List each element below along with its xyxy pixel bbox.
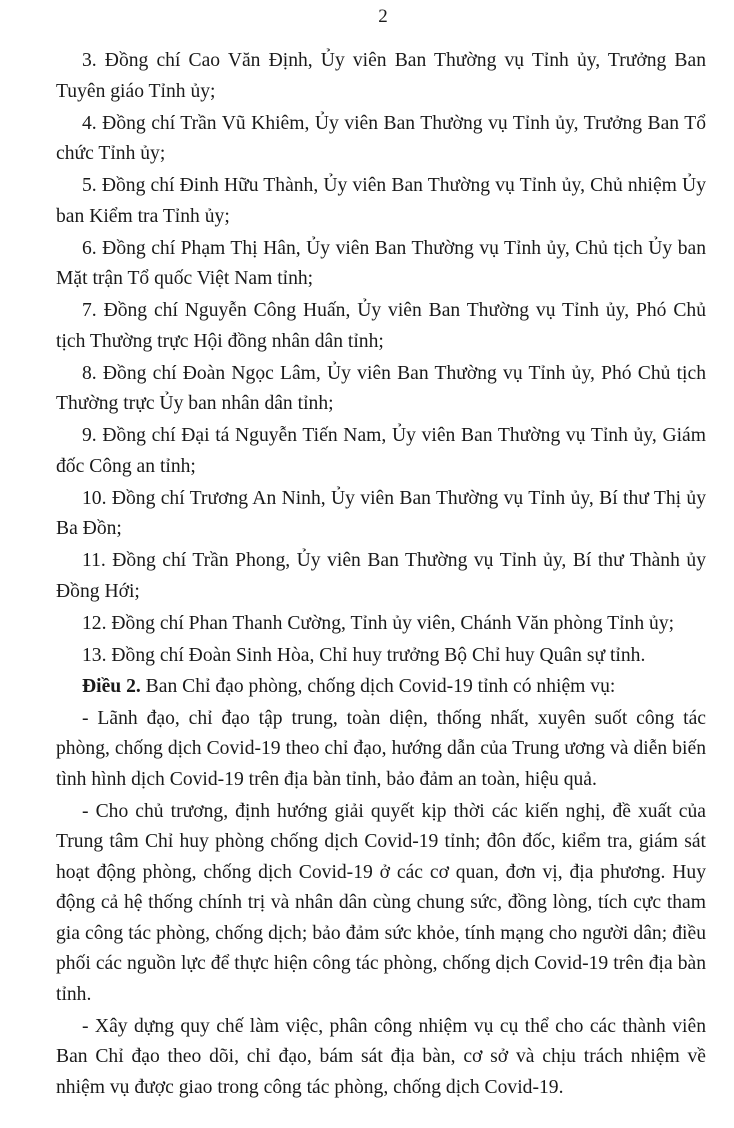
article-2-heading: Điều 2.: [82, 676, 141, 697]
article-2-intro-text: Ban Chỉ đạo phòng, chống dịch Covid-19 tỉnh có nhiệm vụ:: [140, 676, 616, 697]
member-item-11: 11. Đồng chí Trần Phong, Ủy viên Ban Thường vụ Tỉnh ủy, Bí thư Thành ủy Đồng Hới;: [56, 550, 706, 602]
member-item-8: 8. Đồng chí Đoàn Ngọc Lâm, Ủy viên Ban Thường vụ Tỉnh ủy, Phó Chủ tịch Thường trực Ủy ban nhân dân tỉnh;: [56, 362, 706, 414]
member-item-6: 6. Đồng chí Phạm Thị Hân, Ủy viên Ban Thường vụ Tỉnh ủy, Chủ tịch Ủy ban Mặt trận Tổ quốc Việt Nam tỉnh;: [56, 237, 706, 289]
member-item-13: 13. Đồng chí Đoàn Sinh Hòa, Chỉ huy trưởng Bộ Chỉ huy Quân sự tỉnh.: [82, 644, 646, 666]
member-item-7: 7. Đồng chí Nguyễn Công Huấn, Ủy viên Ban Thường vụ Tỉnh ủy, Phó Chủ tịch Thường trực Hội đồng nhân dân tỉnh;: [56, 300, 706, 352]
duty-item: - Xây dựng quy chế làm việc, phân công nhiệm vụ cụ thể cho các thành viên Ban Chỉ đạo theo dõi, chỉ đạo, bám sát địa bàn, cơ sở và chịu trách nhiệm về nhiệm vụ được giao trong công tác phòng, chống dịch Covid-19.: [56, 1015, 706, 1098]
member-list: [56, 46, 706, 672]
member-item-4: 4. Đồng chí Trần Vũ Khiêm, Ủy viên Ban Thường vụ Tỉnh ủy, Trưởng Ban Tổ chức Tỉnh ủy;: [56, 112, 706, 164]
duty-item: - Lãnh đạo, chỉ đạo tập trung, toàn diện, thống nhất, xuyên suốt công tác phòng, chống dịch Covid-19 theo chỉ đạo, hướng dẫn của Trung ương và diễn biến tình hình dịch Covid-19 trên địa bàn tỉnh, bảo đảm an toàn, hiệu quả.: [56, 707, 706, 790]
article-2-intro: [56, 672, 706, 704]
member-item-3: 3. Đồng chí Cao Văn Định, Ủy viên Ban Thường vụ Tỉnh ủy, Trưởng Ban Tuyên giáo Tỉnh ủy;: [56, 50, 706, 102]
duty-list: [56, 704, 706, 1105]
member-item-5: 5. Đồng chí Đinh Hữu Thành, Ủy viên Ban Thường vụ Tỉnh ủy, Chủ nhiệm Ủy ban Kiểm tra Tỉnh ủy;: [56, 175, 706, 227]
duty-item: - Cho chủ trương, định hướng giải quyết kịp thời các kiến nghị, đề xuất của Trung tâm Chỉ huy phòng chống dịch Covid-19 tỉnh; đôn đốc, kiểm tra, giám sát hoạt động phòng, chống dịch Covid-19 ở các cơ quan, đơn vị, địa phương. Huy động cả hệ thống chính trị và nhân dân cùng chung sức, đồng lòng, tích cực tham gia công tác phòng, chống dịch; bảo đảm sức khỏe, tính mạng cho người dân; điều phối các nguồn lực để thực hiện công tác phòng, chống dịch Covid-19 trên địa bàn tỉnh.: [56, 800, 706, 1005]
member-item-12: 12. Đồng chí Phan Thanh Cường, Tỉnh ủy viên, Chánh Văn phòng Tỉnh ủy;: [82, 612, 675, 634]
page-number: 2: [378, 6, 388, 27]
member-item-10: 10. Đồng chí Trương An Ninh, Ủy viên Ban Thường vụ Tỉnh ủy, Bí thư Thị ủy Ba Đồn;: [56, 487, 706, 539]
member-item-9: 9. Đồng chí Đại tá Nguyễn Tiến Nam, Ủy viên Ban Thường vụ Tỉnh ủy, Giám đốc Công an tỉnh;: [56, 425, 706, 477]
